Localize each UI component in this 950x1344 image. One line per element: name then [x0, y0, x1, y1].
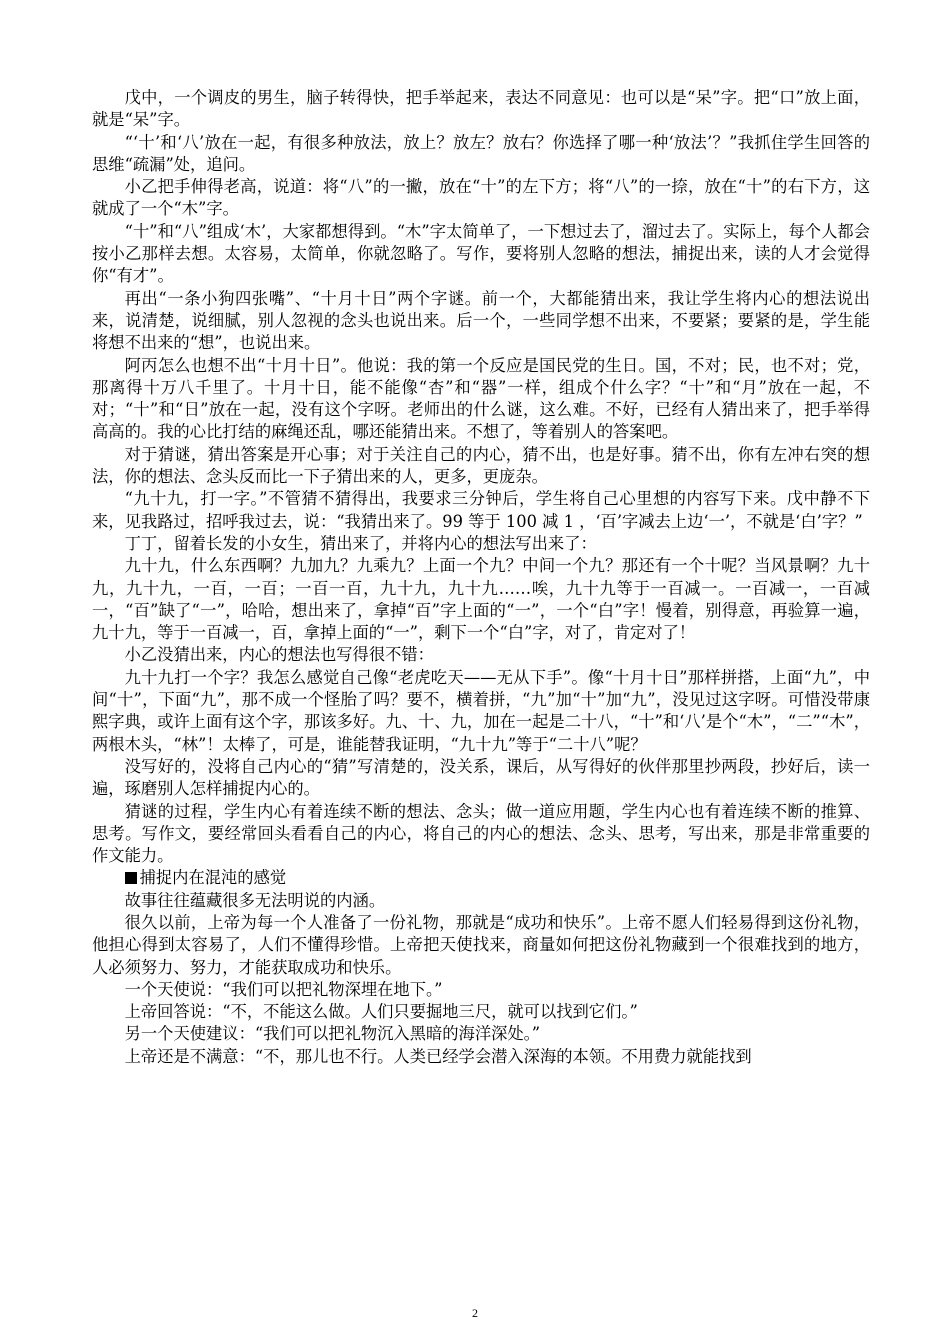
paragraph: 很久以前，上帝为每一个人准备了一份礼物，那就是“成功和快乐”。上帝不愿人们轻易得到这份礼物，他担心得到太容易了，人们不懂得珍惜。上帝把天使找来，商量如何把这份礼物藏到一个很难找到的地方，人必须努力、努力，才能获取成功和快乐。 [92, 912, 870, 977]
paragraph: 故事往往蕴藏很多无法明说的内涵。 [124, 890, 386, 910]
paragraph: “‘十’和‘八’放在一起，有很多种放法，放上？放左？放右？你选择了哪一种‘放法’？”我抓住学生回答的思维“疏漏”处，追问。 [92, 132, 870, 174]
paragraph: 一个天使说：“我们可以把礼物深埋在地下。” [124, 979, 443, 999]
paragraph: 猜谜的过程，学生内心有着连续不断的想法、念头；做一道应用题，学生内心也有着连续不断的推算、思考。写作文，要经常回头看看自己的内心，将自己的内心的想法、念头、思考，写出来，那是非常重要的作文能力。 [92, 801, 870, 866]
paragraph: 小乙没猜出来，内心的想法也写得很不错： [124, 645, 434, 665]
paragraph: 没写好的，没将自己内心的“猜”写清楚的，没关系，课后，从写得好的伙伴那里抄两段，抄好后，读一遍，琢磨别人怎样捕捉内心的。 [92, 756, 870, 799]
paragraph: 阿丙怎么也想不出“十月十日”。他说：我的第一个反应是国民党的生日。国，不对；民，也不对；党，那离得十万八千里了。十月十日，能不能像“杏”和“器”一样，组成个什么字？“十”和“月”放在一起，不对；“十”和“日”放在一起，没有这个字呀。老师出的什么谜，这么难。不好，已经有人猜出来了，把手举得高高的。我的心比打结的麻绳还乱，哪还能猜出来。不想了，等着别人的答案吧。 [92, 355, 870, 442]
paragraph: 丁丁，留着长发的小女生，猜出来了，并将内心的想法写出来了： [124, 533, 597, 553]
section-heading-text: 捕捉内在混沌的感觉 [139, 868, 287, 888]
page-number: 2 [472, 1306, 478, 1320]
paragraph: 另一个天使建议：“我们可以把礼物沉入黑暗的海洋深处。” [124, 1024, 541, 1044]
paragraph: 小乙把手伸得老高，说道：将“八”的一撇，放在“十”的左下方；将“八”的一捺，放在“十”的右下方，这就成了一个“木”字。 [92, 177, 870, 219]
paragraph: “九十九，打一字。”不管猜不猜得出，我要求三分钟后，学生将自己心里想的内容写下来。戊中静不下来，见我路过，招呼我过去，说：“我猜出来了。99 等于 100 减 1 ，‘百’字减去上边‘一’，不就是‘白’字？” [92, 489, 870, 531]
paragraph: 上帝还是不满意：“不，那儿也不行。人类已经学会潜入深海的本领。不用费力就能找到 [124, 1046, 752, 1066]
paragraph: 九十九，什么东西啊？九加九？九乘九？上面一个九？中间一个九？那还有一个十呢？当风景啊？九十九，九十九，一百，一百；一百一百，九十九，九十九……唉，九十九等于一百减一。一百减一，一百减一，“百”缺了“一”，哈哈，想出来了，拿掉“百”字上面的“一”，一个“白”字！慢着，别得意，再验算一遍，九十九，等于一百减一，百，拿掉上面的“一”，剩下一个“白”字，对了，肯定对了！ [92, 556, 870, 643]
document-body [92, 87, 870, 1068]
black-square-bullet-icon [125, 872, 137, 884]
section-heading [92, 867, 870, 889]
paragraph: 对于猜谜，猜出答案是开心事；对于关注自己的内心，猜不出，也是好事。猜不出，你有左冲右突的想法，你的想法、念头反而比一下子猜出来的人，更多，更庞杂。 [92, 444, 870, 487]
paragraph: 上帝回答说：“不，不能这么做。人们只要掘地三尺，就可以找到它们。” [124, 1002, 638, 1022]
paragraph: “十”和“八”组成‘木’，大家都想得到。“木”字太简单了，一下想过去了，溜过去了。实际上，每个人都会按小乙那样去想。太容易，太简单，你就忽略了。写作，要将别人忽略的想法，捕捉出来，读的人才会觉得你“有才”。 [92, 221, 870, 286]
paragraph: 再出“一条小狗四张嘴”、“十月十日”两个字谜。前一个，大都能猜出来，我让学生将内心的想法说出来，说清楚，说细腻，别人忽视的念头也说出来。后一个，一些同学想不出来，不要紧；要紧的是，学生能将想不出来的“想”，也说出来。 [92, 288, 870, 353]
paragraph: 戊中，一个调皮的男生，脑子转得快，把手举起来，表达不同意见：也可以是“呆”字。把“口”放上面，就是“呆”字。 [92, 88, 870, 130]
paragraph: 九十九打一个字？我怎么感觉自己像“老虎吃天——无从下手”。像“十月十日”那样拼搭，上面“九”，中间“十”，下面“九”，那不成一个怪胎了吗？要不，横着拼，“九”加“十”加“九”，没见过这字呀。可惜没带康熙字典，或许上面有这个字，那该多好。九、十、九，加在一起是二十八，“十”和‘八’是个“木”，“二”“木”，两根木头，“林”！太棒了，可是，谁能替我证明，“九十九”等于“二十八”呢？ [92, 667, 870, 754]
